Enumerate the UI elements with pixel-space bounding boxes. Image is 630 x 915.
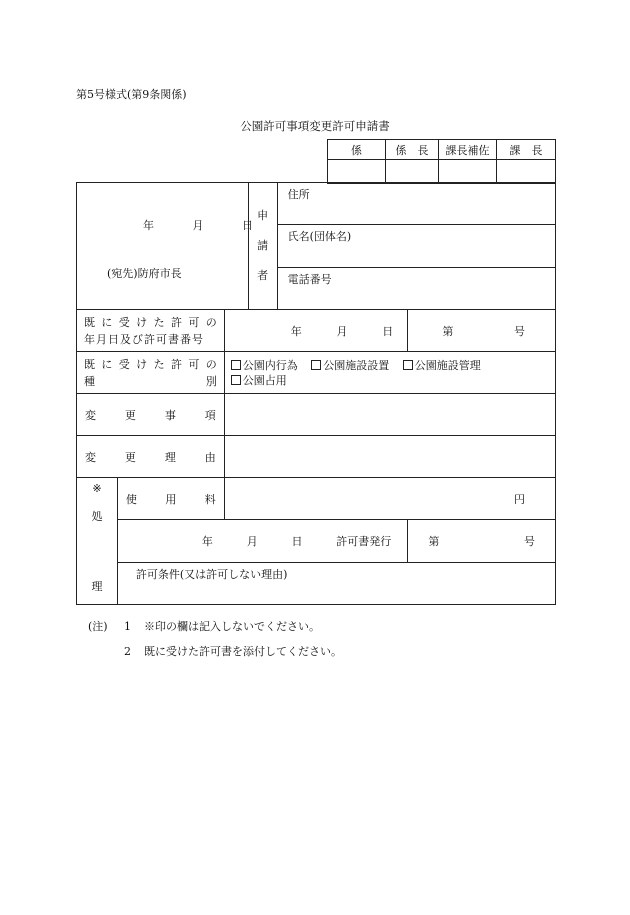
prior-number-dai-label: 第 (442, 324, 454, 338)
name-field[interactable] (277, 225, 555, 267)
processing-label-top: 処 (91, 510, 103, 523)
prior-date-year-label: 年 (290, 324, 302, 338)
approval-stamp-staff[interactable] (328, 160, 386, 184)
approval-stamp-manager[interactable] (497, 160, 556, 184)
prior-permit-type-label-line2: 種 別 (84, 374, 217, 388)
prior-permit-number-field[interactable] (408, 310, 556, 352)
approval-table (327, 139, 556, 184)
issue-number-field[interactable] (408, 520, 556, 562)
fee-label-cell (117, 478, 224, 520)
change-matter-label-cell (77, 394, 225, 436)
document-title: 公園許可事項変更許可申請書 (240, 119, 390, 133)
change-reason-label-cell (77, 436, 225, 478)
prior-date-month-label: 月 (336, 324, 348, 338)
approval-header-chief: 係 長 (386, 140, 439, 160)
prior-permit-type-label-line1: 既 に 受 け た 許 可 の (84, 357, 217, 371)
change-reason-field[interactable] (224, 436, 555, 478)
notes-label: (注) (88, 620, 108, 633)
prior-permit-type-label-cell (77, 352, 225, 394)
applicant-label-char-1: 申 (257, 209, 269, 222)
approval-header-manager: 課 長 (497, 140, 556, 160)
fee-field[interactable] (224, 478, 555, 520)
note-text-1: ※印の欄は記入しないでください。 (144, 620, 320, 633)
date-year-label: 年 (143, 219, 154, 232)
issue-day-label: 日 (291, 534, 303, 548)
change-matter-field[interactable] (224, 394, 555, 436)
notes (88, 614, 342, 664)
issue-label: 許可書発行 (336, 534, 392, 548)
note-item-2 (88, 639, 342, 664)
prior-permit-date-label-line2: 年月日及び許可書番号 (84, 332, 204, 346)
issue-date-field[interactable] (117, 520, 407, 562)
prior-permit-date-field[interactable] (224, 310, 408, 352)
phone-field[interactable] (277, 267, 555, 309)
note-item-1 (88, 614, 342, 639)
prior-permit-date-label-cell (77, 310, 225, 352)
approval-header-assistant-manager: 課長補佐 (439, 140, 497, 160)
approval-stamp-chief[interactable] (386, 160, 439, 184)
phone-label: 電話番号 (287, 272, 332, 286)
note-number-2: 2 (124, 645, 131, 658)
processing-label-cell (77, 478, 118, 605)
approval-header-staff: 係 (328, 140, 386, 160)
prior-number-go-label: 号 (514, 324, 525, 338)
date-day-label: 日 (242, 219, 253, 232)
option-park-activity[interactable]: 公園内行為 (231, 359, 298, 372)
processing-label-bottom: 理 (91, 580, 103, 593)
address-label: 住所 (287, 188, 310, 201)
approval-stamp-assistant-manager[interactable] (439, 160, 497, 184)
issue-month-label: 月 (246, 534, 258, 548)
permit-conditions-field[interactable] (117, 562, 555, 604)
date-month-label: 月 (192, 219, 204, 232)
option-facility-installation[interactable]: 公園施設設置 (311, 359, 389, 372)
applicant-label-char-2: 請 (257, 239, 269, 252)
fee-unit: 円 (514, 492, 525, 506)
checkbox-park-occupancy[interactable] (231, 375, 241, 385)
issue-number-dai-label: 第 (428, 534, 440, 548)
name-label: 氏名(団体名) (287, 230, 352, 244)
change-matter-label: 変 更 事 項 (85, 408, 216, 422)
note-number-1: 1 (124, 620, 131, 633)
form-number: 第5号様式(第9条関係) (76, 88, 187, 101)
prior-permit-type-options (224, 352, 555, 394)
fee-label: 使 用 料 (125, 492, 216, 506)
option-park-occupancy[interactable]: 公園占用 (231, 374, 287, 387)
prior-permit-date-label-line1: 既 に 受 け た 許 可 の (84, 315, 217, 329)
issue-number-go-label: 号 (524, 534, 535, 548)
address-field[interactable] (277, 183, 555, 225)
note-text-2: 既に受けた許可書を添付してください。 (144, 645, 342, 658)
applicant-label-cell (248, 183, 277, 310)
prior-date-day-label: 日 (382, 324, 394, 338)
permit-conditions-label: 許可条件(又は許可しない理由) (135, 567, 288, 581)
application-date[interactable] (143, 217, 253, 233)
checkbox-facility-management[interactable] (403, 360, 413, 370)
application-form-table (76, 182, 556, 605)
applicant-label-char-3: 者 (257, 269, 269, 282)
processing-mark: ※ (92, 482, 102, 495)
option-facility-management[interactable]: 公園施設管理 (403, 359, 481, 372)
checkbox-park-activity[interactable] (231, 360, 241, 370)
checkbox-facility-installation[interactable] (311, 360, 321, 370)
applicant-date-addressee-cell (77, 183, 253, 310)
change-reason-label: 変 更 理 由 (85, 450, 216, 464)
issue-year-label: 年 (201, 534, 213, 548)
addressee: (宛先)防府市長 (107, 267, 182, 280)
